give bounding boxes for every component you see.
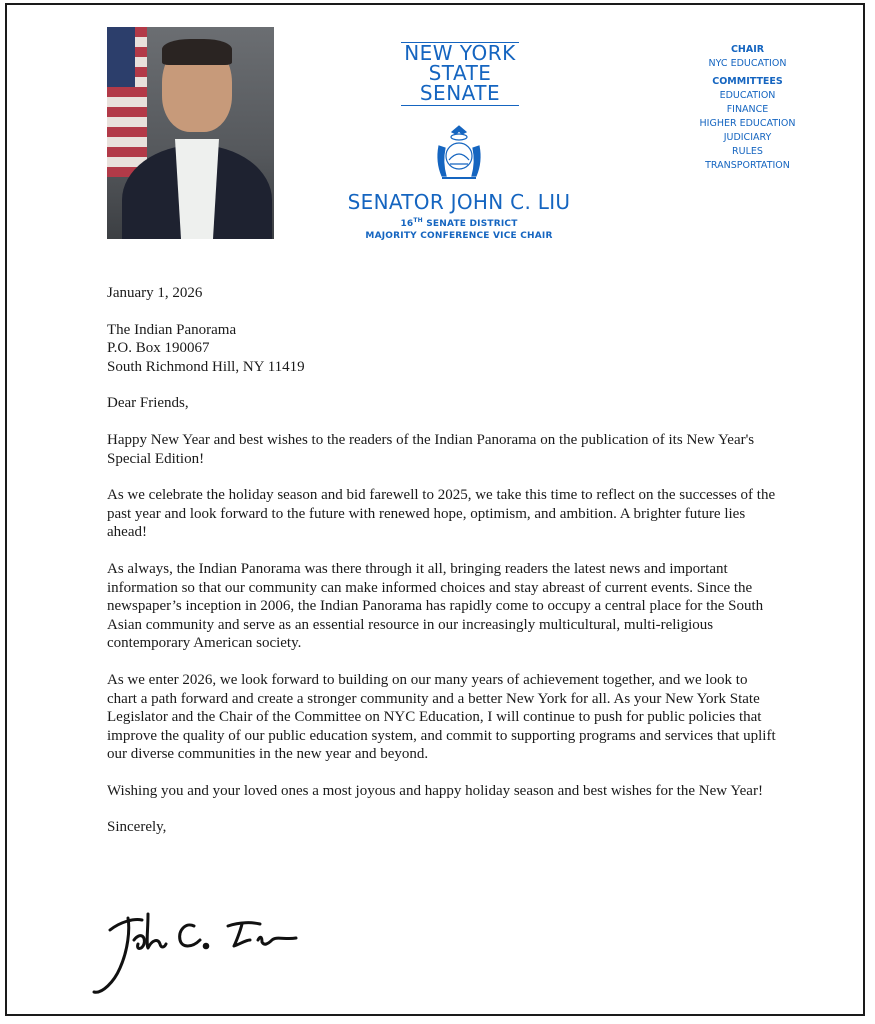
- ny-senate-logo: [400, 42, 520, 106]
- logo-line-3: SENATE: [419, 81, 501, 105]
- letter-paragraph: Happy New Year and best wishes to the readers of the Indian Panorama on the publication of its New Year's Special Edition!: [107, 431, 755, 467]
- district-ordinal: TH: [413, 217, 423, 224]
- letter-body: [107, 284, 777, 855]
- vice-chair-title: MAJORITY CONFERENCE VICE CHAIR: [365, 231, 553, 241]
- senate-district: [330, 217, 588, 229]
- chair-item: NYC EDUCATION: [708, 58, 787, 69]
- committee-item: EDUCATION: [719, 90, 776, 101]
- letter-paragraph: As always, the Indian Panorama was there through it all, bringing readers the latest news and important information so that our community can make informed choices and stay abreast of current events. Since the newspaper’s inception in 2006, the Indian Panorama has rapidly come to occupy a central place for the South Asian community and serve as an essential resource in our increasingly multicultural, multi-religious contemporary American society.: [107, 560, 764, 652]
- salutation: Dear Friends,: [107, 395, 189, 412]
- logo-line-1: NEW YORK: [404, 41, 516, 65]
- handwritten-signature: [90, 900, 320, 1000]
- district-label: SENATE DISTRICT: [422, 219, 518, 229]
- letter-paragraph: As we celebrate the holiday season and bid farewell to 2025, we take this time to reflect on the successes of the past year and look forward to the future with renewed hope, optimism, and ambition. A brighter future lies ahead!: [107, 487, 776, 541]
- address-line: P.O. Box 190067: [107, 340, 210, 357]
- letter-date: January 1, 2026: [107, 285, 203, 301]
- address-line: South Richmond Hill, NY 11419: [107, 358, 305, 375]
- flag-canton: [107, 27, 135, 87]
- committee-item: TRANSPORTATION: [705, 160, 790, 171]
- portrait-hair: [162, 39, 232, 65]
- address-line: The Indian Panorama: [107, 321, 237, 338]
- recipient-address: [107, 321, 777, 377]
- committees-panel: [690, 43, 805, 173]
- portrait-shirt: [175, 139, 219, 239]
- logo-rule-bottom: [401, 105, 519, 106]
- committee-item: HIGHER EDUCATION: [699, 118, 796, 129]
- senator-name: SENATOR JOHN C. LIU: [347, 190, 571, 214]
- letter-paragraph: As we enter 2026, we look forward to building on our many years of achievement together, and we look to chart a path forward and create a stronger community and a better New York for all. As your New York State Legislator and the Chair of the Committee on NYC Education, I will continue to push for public policies that improve the quality of our public education system, and commit to supporting programs and services that uplift our diverse communities in the new year and beyond.: [107, 671, 776, 763]
- logo-line-2: STATE: [428, 61, 492, 85]
- chair-header: CHAIR: [730, 44, 765, 55]
- senator-portrait: [107, 27, 274, 239]
- committees-header: COMMITTEES: [712, 76, 783, 87]
- state-seal-icon: [430, 124, 488, 182]
- committee-item: FINANCE: [726, 104, 769, 115]
- committee-item: JUDICIARY: [723, 132, 772, 143]
- letter-paragraph: Wishing you and your loved ones a most joyous and happy holiday season and best wishes for the New Year!: [107, 782, 763, 799]
- district-number: 16: [400, 219, 414, 229]
- committee-item: RULES: [732, 146, 763, 157]
- closing: Sincerely,: [107, 819, 167, 836]
